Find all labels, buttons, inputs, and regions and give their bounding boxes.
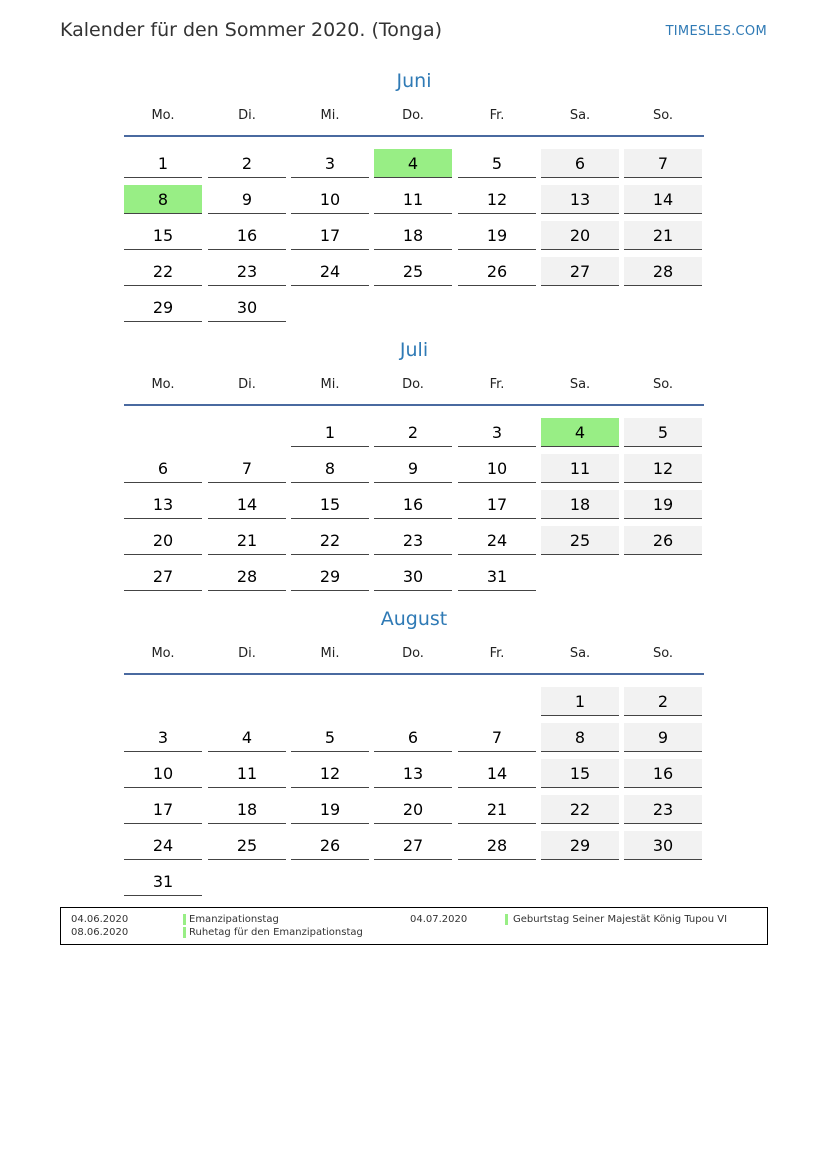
day-cell[interactable]: 11	[541, 454, 619, 483]
day-cell[interactable]: 14	[624, 185, 702, 214]
day-cell[interactable]: 2	[374, 418, 452, 447]
day-cell[interactable]: 22	[124, 257, 202, 286]
weekday-label: Mi.	[320, 646, 340, 661]
day-cell[interactable]: 21	[208, 526, 286, 555]
day-cell[interactable]: 4	[374, 149, 452, 178]
legend-item	[410, 913, 760, 926]
day-cell[interactable]: 7	[458, 723, 536, 752]
legend-color-marker	[183, 914, 186, 925]
day-cell[interactable]: 4	[208, 723, 286, 752]
day-cell[interactable]: 3	[124, 723, 202, 752]
day-cell[interactable]: 10	[458, 454, 536, 483]
weekday-label: Do.	[402, 108, 424, 123]
day-cell[interactable]: 21	[458, 795, 536, 824]
day-cell[interactable]: 16	[624, 759, 702, 788]
day-cell[interactable]: 23	[624, 795, 702, 824]
day-cell[interactable]: 30	[374, 562, 452, 591]
weekday-label: So.	[652, 108, 674, 123]
day-cell[interactable]: 25	[541, 526, 619, 555]
day-cell[interactable]: 12	[624, 454, 702, 483]
day-cell[interactable]: 26	[291, 831, 369, 860]
legend-name: Emanzipationstag	[189, 914, 279, 925]
weekday-label: Mi.	[320, 377, 340, 392]
day-cell[interactable]: 11	[374, 185, 452, 214]
day-cell[interactable]: 5	[458, 149, 536, 178]
day-cell[interactable]: 18	[208, 795, 286, 824]
day-cell[interactable]: 10	[291, 185, 369, 214]
weekday-label: Fr.	[489, 108, 505, 123]
day-cell[interactable]: 18	[541, 490, 619, 519]
day-cell[interactable]: 10	[124, 759, 202, 788]
day-cell[interactable]: 20	[541, 221, 619, 250]
weekday-label: Mo.	[151, 108, 175, 123]
day-cell[interactable]: 3	[291, 149, 369, 178]
day-cell[interactable]: 14	[208, 490, 286, 519]
day-cell[interactable]: 27	[374, 831, 452, 860]
weekday-label: Mo.	[151, 377, 175, 392]
day-cell[interactable]: 5	[624, 418, 702, 447]
legend-date: 08.06.2020	[71, 927, 129, 938]
day-cell[interactable]: 22	[291, 526, 369, 555]
day-cell[interactable]: 25	[208, 831, 286, 860]
weekday-label: Do.	[402, 377, 424, 392]
day-cell[interactable]: 12	[458, 185, 536, 214]
day-cell[interactable]: 18	[374, 221, 452, 250]
day-cell[interactable]: 28	[624, 257, 702, 286]
day-cell[interactable]: 13	[374, 759, 452, 788]
day-cell[interactable]: 16	[208, 221, 286, 250]
day-cell[interactable]: 17	[124, 795, 202, 824]
legend-date: 04.06.2020	[71, 914, 129, 925]
day-cell[interactable]: 2	[208, 149, 286, 178]
month-title: Juli	[399, 339, 429, 361]
weekday-label: So.	[652, 646, 674, 661]
day-cell[interactable]: 2	[624, 687, 702, 716]
day-cell[interactable]: 20	[374, 795, 452, 824]
day-cell[interactable]: 24	[291, 257, 369, 286]
day-cell[interactable]: 23	[208, 257, 286, 286]
day-cell[interactable]: 1	[124, 149, 202, 178]
day-cell[interactable]: 20	[124, 526, 202, 555]
day-cell[interactable]: 28	[458, 831, 536, 860]
day-cell[interactable]: 13	[124, 490, 202, 519]
holiday-legend	[60, 907, 768, 945]
weekday-header	[124, 646, 704, 666]
weekday-label: Mo.	[151, 646, 175, 661]
legend-name: Geburtstag Seiner Majestät König Tupou VI	[513, 914, 728, 925]
day-cell[interactable]: 3	[458, 418, 536, 447]
site-link[interactable]: TIMESLES.COM	[665, 24, 767, 39]
day-cell[interactable]: 6	[374, 723, 452, 752]
legend-name: Ruhetag für den Emanzipationstag	[189, 927, 363, 938]
day-cell[interactable]: 13	[541, 185, 619, 214]
day-cell[interactable]: 15	[124, 221, 202, 250]
weekday-label: Sa.	[569, 646, 591, 661]
day-cell[interactable]: 28	[208, 562, 286, 591]
day-cell[interactable]: 5	[291, 723, 369, 752]
day-cell[interactable]: 15	[291, 490, 369, 519]
weekday-label: Di.	[238, 377, 256, 392]
day-cell[interactable]: 1	[541, 687, 619, 716]
day-cell[interactable]: 11	[208, 759, 286, 788]
day-cell[interactable]: 27	[541, 257, 619, 286]
day-cell[interactable]: 19	[624, 490, 702, 519]
day-cell[interactable]: 9	[208, 185, 286, 214]
day-cell[interactable]: 7	[208, 454, 286, 483]
day-cell[interactable]: 15	[541, 759, 619, 788]
weekday-label: Mi.	[320, 108, 340, 123]
legend-color-marker	[505, 914, 508, 925]
day-cell[interactable]: 30	[624, 831, 702, 860]
day-cell[interactable]: 7	[624, 149, 702, 178]
day-cell[interactable]: 8	[541, 723, 619, 752]
day-cell[interactable]: 22	[541, 795, 619, 824]
weekday-label: So.	[652, 377, 674, 392]
header-divider	[124, 135, 704, 137]
weekday-header	[124, 377, 704, 397]
legend-item	[71, 926, 401, 939]
day-cell[interactable]: 16	[374, 490, 452, 519]
page-title: Kalender für den Sommer 2020. (Tonga)	[60, 19, 443, 41]
day-cell[interactable]: 6	[541, 149, 619, 178]
month-title: August	[380, 608, 448, 630]
weekday-label: Fr.	[489, 377, 505, 392]
day-cell[interactable]: 23	[374, 526, 452, 555]
day-cell[interactable]: 12	[291, 759, 369, 788]
day-cell[interactable]: 8	[124, 185, 202, 214]
day-cell[interactable]: 31	[124, 867, 202, 896]
month-juni	[124, 70, 704, 340]
day-cell[interactable]: 17	[458, 490, 536, 519]
weekday-label: Di.	[238, 646, 256, 661]
header-divider	[124, 404, 704, 406]
weekday-label: Fr.	[489, 646, 505, 661]
legend-item	[71, 913, 401, 926]
day-cell[interactable]: 6	[124, 454, 202, 483]
weekday-label: Di.	[238, 108, 256, 123]
weekday-label: Do.	[402, 646, 424, 661]
weekday-label: Sa.	[569, 377, 591, 392]
legend-color-marker	[183, 927, 186, 938]
day-cell[interactable]: 9	[624, 723, 702, 752]
day-cell[interactable]: 17	[291, 221, 369, 250]
day-cell[interactable]: 14	[458, 759, 536, 788]
day-cell[interactable]: 31	[458, 562, 536, 591]
day-cell[interactable]: 29	[124, 293, 202, 322]
month-title: Juni	[396, 70, 432, 92]
day-cell[interactable]: 4	[541, 418, 619, 447]
day-cell[interactable]: 27	[124, 562, 202, 591]
day-cell[interactable]: 21	[624, 221, 702, 250]
day-cell[interactable]: 19	[458, 221, 536, 250]
day-cell[interactable]: 8	[291, 454, 369, 483]
day-cell[interactable]: 29	[541, 831, 619, 860]
weekday-header	[124, 108, 704, 128]
day-cell[interactable]: 19	[291, 795, 369, 824]
day-cell[interactable]: 29	[291, 562, 369, 591]
day-cell[interactable]: 30	[208, 293, 286, 322]
day-cell[interactable]: 24	[124, 831, 202, 860]
day-cell[interactable]: 26	[458, 257, 536, 286]
day-cell[interactable]: 24	[458, 526, 536, 555]
day-cell[interactable]: 9	[374, 454, 452, 483]
weekday-label: Sa.	[569, 108, 591, 123]
day-cell[interactable]: 26	[624, 526, 702, 555]
month-august	[124, 608, 704, 891]
header-divider	[124, 673, 704, 675]
day-cell[interactable]: 25	[374, 257, 452, 286]
month-juli	[124, 339, 704, 609]
legend-date: 04.07.2020	[410, 914, 468, 925]
day-cell[interactable]: 1	[291, 418, 369, 447]
